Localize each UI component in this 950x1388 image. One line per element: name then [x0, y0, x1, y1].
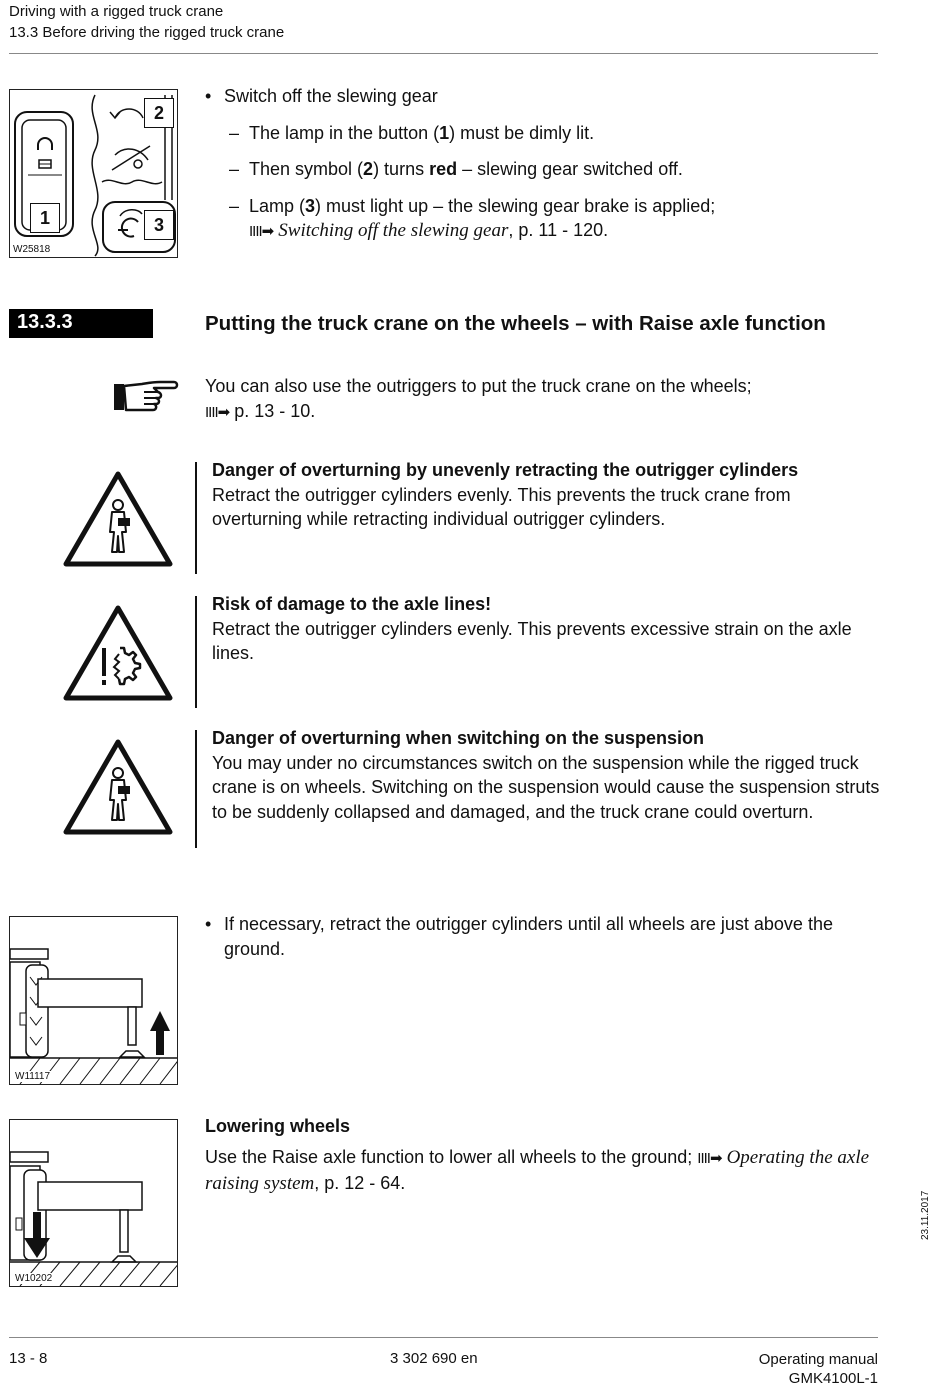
bullet-mark: • [205, 86, 212, 106]
callout-3: 3 [144, 210, 174, 240]
overturning-warning-icon [62, 738, 174, 841]
warning-text: You may under no circumstances switch on the suspension while the rigged truck crane is on wheels. Switching on the suspension would cause the suspension struts to be suddenly collapsed and damaged, and the truck crane could overturn. [212, 752, 880, 822]
machine-damage-warning-icon [62, 604, 174, 707]
sub-step [205, 194, 885, 245]
lowering-heading: Lowering wheels [205, 1116, 351, 1136]
dash-mark: – [229, 159, 240, 179]
sub-step [205, 157, 885, 182]
lowering-wheels-figure [9, 1119, 178, 1287]
slewing-gear-steps [205, 84, 885, 245]
sub-step-emphasis: red [429, 159, 458, 179]
cross-reference-arrow-icon: IIII➡ [249, 223, 274, 240]
lowering-text: Use the Raise axle function to lower all wheels to the ground; [205, 1146, 693, 1167]
warning-title: Risk of damage to the axle lines! [212, 594, 492, 614]
cross-reference-link[interactable]: Switching off the slewing gear [278, 220, 509, 241]
slewing-gear-figure [9, 89, 178, 258]
header-chapter: Driving with a rigged truck crane [9, 3, 224, 20]
warning-bar [195, 596, 197, 708]
bullet-item [205, 912, 885, 961]
warning-title: Danger of overturning by unevenly retracting the outrigger cylinders [212, 460, 799, 480]
sub-step [205, 121, 885, 146]
sub-step-text: ) must light up – the slewing gear brake is applied; [315, 195, 716, 216]
section-number-box [9, 309, 153, 338]
warning-text: Retract the outrigger cylinders evenly. This prevents excessive strain on the axle lines. [212, 618, 852, 663]
dash-mark: – [229, 195, 240, 216]
bullet-text: If necessary, retract the outrigger cylinders until all wheels are just above the ground. [224, 914, 833, 959]
sub-step-text: Lamp ( [249, 195, 306, 216]
cross-reference-arrow-icon: IIII➡ [697, 1149, 722, 1167]
figure-code: W25818 [13, 244, 51, 255]
section-title: Putting the truck crane on the wheels – with Raise axle function [205, 312, 826, 335]
section-number: 13.3.3 [17, 311, 73, 333]
warning-bar [195, 462, 197, 574]
warning-title: Danger of overturning when switching on the suspension [212, 728, 705, 748]
sub-step-text: Then symbol ( [249, 159, 364, 179]
callout-2: 2 [144, 98, 174, 128]
cross-reference-arrow-icon: IIII➡ [205, 403, 230, 421]
pointing-hand-icon [112, 378, 180, 421]
bullet-mark: • [205, 914, 212, 934]
sub-step-text: ) must be dimly lit. [449, 122, 595, 143]
side-date: 23.11.2017 [920, 1190, 931, 1240]
note-text-block [205, 374, 885, 425]
figure-code: W11117 [15, 1071, 51, 1082]
warning-text: Retract the outrigger cylinders evenly. This prevents the truck crane from overturning while retracting individual outrigger cylinders. [212, 484, 791, 529]
lower-wheels-drawing [10, 1120, 177, 1286]
header-rule [9, 53, 878, 54]
footer-manual-title: Operating manual [758, 1351, 878, 1368]
footer-manual [759, 1350, 878, 1388]
outrigger-retract-drawing [10, 917, 177, 1084]
warning-block [212, 726, 882, 824]
sub-step-text: The lamp in the button ( [249, 122, 440, 143]
cross-reference-link[interactable]: Operating the axle raising system [205, 1146, 870, 1194]
cross-reference-page: , p. 11 - 120. [508, 220, 609, 240]
callout-1: 1 [30, 203, 60, 233]
cross-reference-page: , p. 12 - 64. [314, 1173, 406, 1193]
footer-page-number: 13 - 8 [9, 1350, 48, 1367]
sub-step-text: ) turns [373, 159, 430, 179]
lowering-instruction [205, 1145, 885, 1197]
retract-step [205, 912, 885, 961]
warning-block [212, 458, 882, 532]
bullet-item [205, 84, 885, 109]
sub-step-callout: 1 [439, 122, 450, 143]
cross-reference-link[interactable]: p. 13 - 10. [229, 400, 316, 421]
header-section: 13.3 Before driving the rigged truck crane [9, 24, 285, 41]
footer-rule [9, 1337, 878, 1338]
lowering-wheels-block [205, 1114, 885, 1197]
retract-outrigger-figure [9, 916, 178, 1085]
footer-model: GMK4100L-1 [788, 1370, 878, 1387]
sub-step-text: – slewing gear switched off. [457, 159, 683, 179]
sub-step-callout: 2 [363, 159, 374, 179]
warning-block [212, 592, 882, 666]
overturning-warning-icon [62, 470, 174, 573]
note-text: You can also use the outriggers to put the truck crane on the wheels; [205, 376, 752, 396]
dash-mark: – [229, 122, 240, 143]
bullet-text: Switch off the slewing gear [224, 86, 438, 106]
footer-doc-number: 3 302 690 en [390, 1350, 478, 1367]
figure-code: W10202 [15, 1273, 53, 1284]
sub-step-callout: 3 [305, 195, 316, 216]
warning-bar [195, 730, 197, 848]
